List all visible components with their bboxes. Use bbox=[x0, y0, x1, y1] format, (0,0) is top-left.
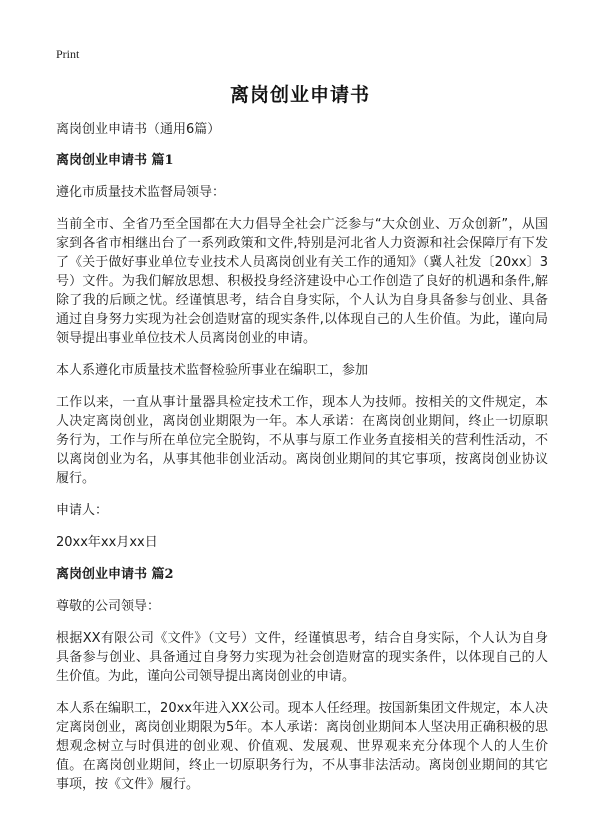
document-body bbox=[56, 120, 548, 807]
section-1-paragraph: 当前全市、全省乃至全国都在大力倡导全社会广泛参与“大众创业、万众创新”，从国家到各省市相继出台了一系列政策和文件,特别是河北省人力资源和社会保障厅有下发了《关于做好事业单位专业技术人员离岗创业有关工作的通知》（冀人社发〔20xx〕3号）文件。为我们解放思想、积极投身经济建设中心工作创造了良好的机遇和条件,解除了我的后顾之忧。经谨慎思考，结合自身实际，个人认为自身具备参与创业、具备通过自身努力实现为社会创造财富的现实条件,以体现自己的人生价值。为此，谨向局领导提出事业单位技术人员离岗创业的申请。 bbox=[56, 217, 548, 346]
section-2-greeting: 尊敬的公司领导： bbox=[56, 599, 161, 614]
document-subtitle: 离岗创业申请书（通用6篇） bbox=[56, 122, 221, 137]
section-1-greeting: 遵化市质量技术监督局领导： bbox=[56, 185, 226, 200]
section-heading-number: 2 bbox=[164, 567, 174, 582]
section-1-paragraph: 工作以来，一直从事计量器具检定技术工作，现本人为技师。按相关的文件规定，本人决定离岗创业，离岗创业期限为一年。本人承诺：在离岗创业期间，终止一切原职务行为，工作与所在单位完全脱钩，不从事与原工作业务直接相关的营利性活动，不以离岗创业为名，从事其他非创业活动。离岗创业期间的其它事项，按离岗创业协议履行。 bbox=[56, 395, 548, 486]
section-2-paragraph: 根据XX有限公司《文件》（文号）文件，经谨慎思考，结合自身实际，个人认为自身具备参与创业、具备通过自身努力实现为社会创造财富的现实条件，以体现自己的人生价值。为此，谨向公司领导提出离岗创业的申请。 bbox=[56, 631, 548, 684]
section-heading-2 bbox=[56, 565, 548, 584]
section-heading-text: 离岗创业申请书 篇 bbox=[56, 153, 165, 168]
section-1-paragraph: 本人系遵化市质量技术监督检验所事业在编职工，参加 bbox=[56, 363, 369, 378]
print-label: Print bbox=[56, 47, 80, 61]
document-title: 离岗创业申请书 bbox=[229, 84, 370, 106]
application-date: 20xx年xx月xx日 bbox=[56, 535, 158, 550]
section-heading-1 bbox=[56, 151, 548, 170]
section-2-paragraph: 本人系在编职工，20xx年进入XX公司。现本人任经理。按国新集团文件规定，本人决定离岗创业，离岗创业期限为5年。本人承诺：离岗创业期间本人坚决用正确积极的思想观念树立与时俱进的创业观、价值观、发展观、世界观来充分体现个人的人生价值。在离岗创业期间，终止一切原职务行为，不从事非法活动。离岗创业期间的其它事项，按《文件》履行。 bbox=[56, 701, 548, 792]
section-heading-number: 1 bbox=[164, 153, 174, 168]
section-heading-text: 离岗创业申请书 篇 bbox=[56, 567, 165, 582]
applicant-label: 申请人： bbox=[56, 503, 109, 518]
